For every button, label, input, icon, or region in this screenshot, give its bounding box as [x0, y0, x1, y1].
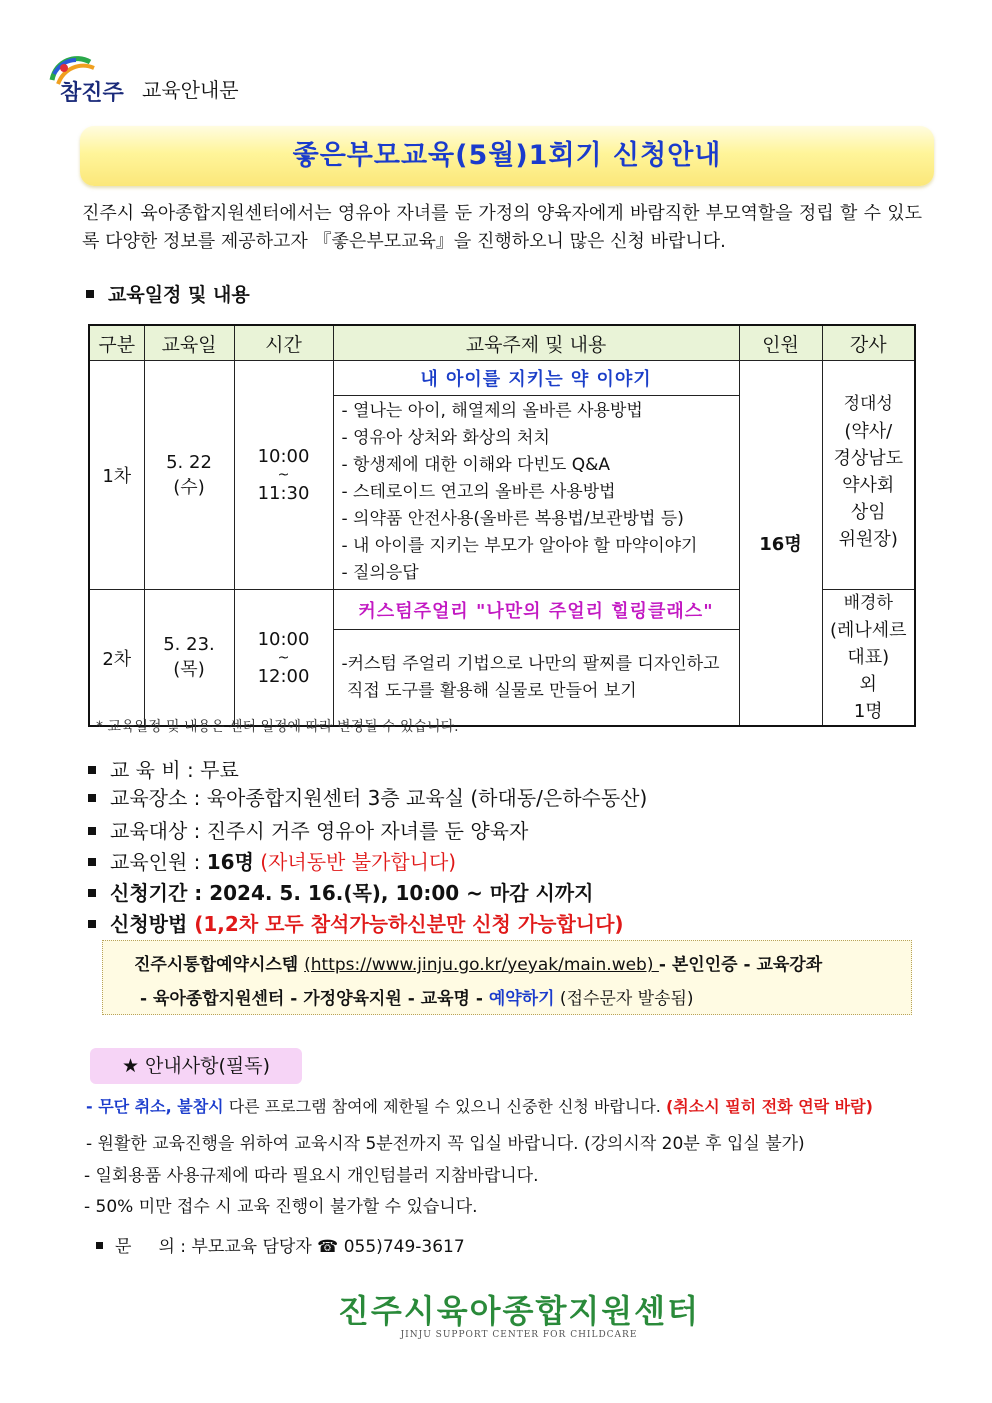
col-header: 구분: [89, 325, 144, 361]
info-method-note: (1,2차 모두 참석가능하신분만 신청 가능합니다): [194, 912, 624, 936]
rule-1-text: 다른 프로그램 참여에 제한될 수 있으니 신중한 신청 바랍니다.: [223, 1097, 666, 1116]
info-capacity-note: (자녀동반 불가합니다): [253, 850, 457, 874]
reservation-link[interactable]: (https://www.jinju.go.kr/yeyak/main.web): [304, 955, 659, 975]
center-logo-name: 진주시육아종합지원센터: [337, 1292, 701, 1330]
date-cell: [144, 590, 234, 727]
how-step-1: - 본인인증 - 교육강좌: [658, 955, 823, 975]
time-cell: [234, 590, 333, 727]
page-title: 좋은부모교육(5월)1회기 신청안내: [292, 140, 722, 171]
table-row: [89, 361, 915, 396]
info-place-text: 교육장소 : 육아종합지원센터 3층 교육실 (하대동/은하수동산): [110, 786, 648, 810]
title-banner: [80, 126, 934, 186]
notice-rule-3: - 일회용품 사용규제에 따라 필요시 개인텀블러 지참바랍니다.: [84, 1166, 539, 1186]
list-item: - 의약품 안전사용(올바른 복용법/보관방법 등): [341, 509, 684, 529]
center-logo-english: JINJU SUPPORT CENTER FOR CHILDCARE: [400, 1330, 638, 1340]
col-header: 교육일: [144, 325, 234, 361]
info-period-text: 신청기간 : 2024. 5. 16.(목), 10:00 ~ 마감 시까지: [110, 881, 594, 905]
topic-title: 내 아이를 지키는 약 이야기: [333, 361, 739, 396]
day-text: (수): [173, 476, 205, 498]
col-header: 시간: [234, 325, 333, 361]
lecturer-detail: 1명: [853, 701, 883, 722]
bullet-square-icon: [88, 920, 96, 928]
info-fee-text: 교 육 비 : 무료: [110, 758, 239, 782]
info-fee: [88, 754, 239, 783]
table-header-row: [89, 325, 915, 361]
system-name: 진주시통합예약시스템: [134, 955, 305, 975]
how-line-1: [134, 950, 822, 975]
topic-title: 커스텀주얼리 "나만의 주얼리 힐링클래스": [333, 590, 739, 630]
info-capacity-label: 교육인원 :: [110, 850, 207, 874]
info-period: [88, 877, 593, 906]
col-header: 교육주제 및 내용: [333, 325, 739, 361]
lecturer-detail: (레나세르: [829, 620, 907, 641]
how-step-2: - 육아종합지원센터 - 가정양육지원 - 교육명 -: [140, 989, 489, 1009]
lecturer-name: 정대성: [843, 394, 893, 414]
notice-rule-2: - 원활한 교육진행을 위하여 교육시작 5분전까지 꼭 입실 바랍니다. (강의시작 20분 후 입실 불가): [86, 1134, 805, 1154]
bullet-square-icon: [86, 290, 94, 298]
info-place: [88, 782, 647, 811]
list-item: 직접 도구를 활용해 실물로 만들어 보기: [341, 680, 637, 701]
col-header: 강사: [822, 325, 915, 361]
lecturer-detail: 경상남도: [833, 448, 904, 469]
date-cell: [144, 361, 234, 590]
bullet-square-icon: [88, 794, 96, 802]
list-item: - 영유아 상처와 화상의 처치: [341, 428, 550, 448]
time-start: 10:00: [257, 628, 310, 650]
bullet-square-icon: [88, 858, 96, 866]
intro-paragraph: 진주시 육아종합지원센터에서는 영유아 자녀를 둔 가정의 양육자에게 바람직한 부모역할을 정립 할 수 있도록 다양한 정보를 제공하고자 『좋은부모교육』을 진행하오니 많은 신청 바랍니다.: [82, 203, 922, 252]
center-logo: [334, 1292, 704, 1348]
headcount-cell: 16명: [739, 361, 822, 727]
list-item: - 열나는 아이, 해열제의 올바른 사용방법: [341, 401, 643, 421]
logo-text: 참진주: [60, 81, 124, 102]
sms-note: (접수문자 발송됨): [554, 989, 694, 1009]
info-method: [88, 908, 624, 937]
time-end: 11:30: [257, 483, 310, 504]
contact-line: [96, 1232, 465, 1257]
list-item: - 스테로이드 연고의 올바른 사용방법: [341, 482, 616, 502]
topic-list: [333, 396, 739, 590]
topic-list: [333, 630, 739, 726]
header-label: 교육안내문: [142, 78, 239, 102]
info-target: [88, 815, 528, 844]
bullet-square-icon: [88, 827, 96, 835]
lecturer-detail: 위원장): [838, 529, 898, 550]
schedule-table: [88, 324, 916, 727]
lecturer-name: 배경하: [843, 593, 893, 613]
time-cell: [234, 361, 333, 590]
reserve-label: 예약하기: [488, 989, 555, 1009]
list-item: - 항생제에 대한 이해와 다빈도 Q&A: [341, 455, 610, 475]
list-item: - 내 아이를 지키는 부모가 알아야 할 마약이야기: [341, 536, 698, 556]
notice-rule-1: [86, 1094, 873, 1117]
lecturer-detail: 약사회: [842, 475, 895, 496]
bullet-square-icon: [96, 1242, 103, 1249]
day-text: (목): [173, 659, 205, 680]
schedule-heading: [86, 280, 250, 307]
rule-1-red: (취소시 필히 전화 연락 바람): [665, 1097, 873, 1116]
schedule-heading-text: 교육일정 및 내용: [108, 284, 250, 306]
rule-1-blue: - 무단 취소, 불참시: [86, 1097, 224, 1116]
col-header: 인원: [739, 325, 822, 361]
info-method-label: 신청방법: [110, 912, 195, 936]
info-target-text: 교육대상 : 진주시 거주 영유아 자녀를 둔 양육자: [110, 819, 529, 843]
how-line-2: [140, 984, 694, 1009]
lecturer-detail: 상임: [850, 502, 886, 523]
session-cell: 1차: [89, 361, 144, 590]
lecturer-detail: (약사/: [844, 421, 893, 442]
list-item: -커스텀 주얼리 기법으로 나만의 팔찌를 디자인하고: [341, 653, 720, 674]
time-tilde: ~: [277, 467, 290, 483]
contact-text: 문 의 : 부모교육 담당자 ☎ 055)749-3617: [115, 1237, 465, 1257]
notice-tag-text: ★ 안내사항(필독): [121, 1055, 271, 1077]
date-text: 5. 23.: [163, 634, 215, 655]
notice-rule-4: - 50% 미만 접수 시 교육 진행이 불가할 수 있습니다.: [84, 1197, 478, 1217]
bullet-square-icon: [88, 766, 96, 774]
schedule-note: * 교육일정 및 내용은 센터 일정에 따라 변경될 수 있습니다.: [96, 719, 459, 735]
notice-tag: [90, 1048, 302, 1084]
info-capacity-value: 16명: [206, 850, 254, 874]
city-logo: [46, 50, 136, 102]
date-text: 5. 22: [166, 451, 212, 473]
time-start: 10:00: [257, 446, 310, 467]
lecturer-cell: [822, 590, 915, 727]
lecturer-detail: 대표): [847, 647, 890, 668]
lecturer-cell: [822, 361, 915, 590]
time-end: 12:00: [257, 665, 310, 687]
time-tilde: ~: [277, 649, 290, 666]
list-item: - 질의응답: [341, 563, 419, 583]
lecturer-detail: 외: [859, 674, 877, 695]
info-capacity: [88, 846, 456, 875]
session-cell: 2차: [89, 590, 144, 727]
bullet-square-icon: [88, 889, 96, 897]
